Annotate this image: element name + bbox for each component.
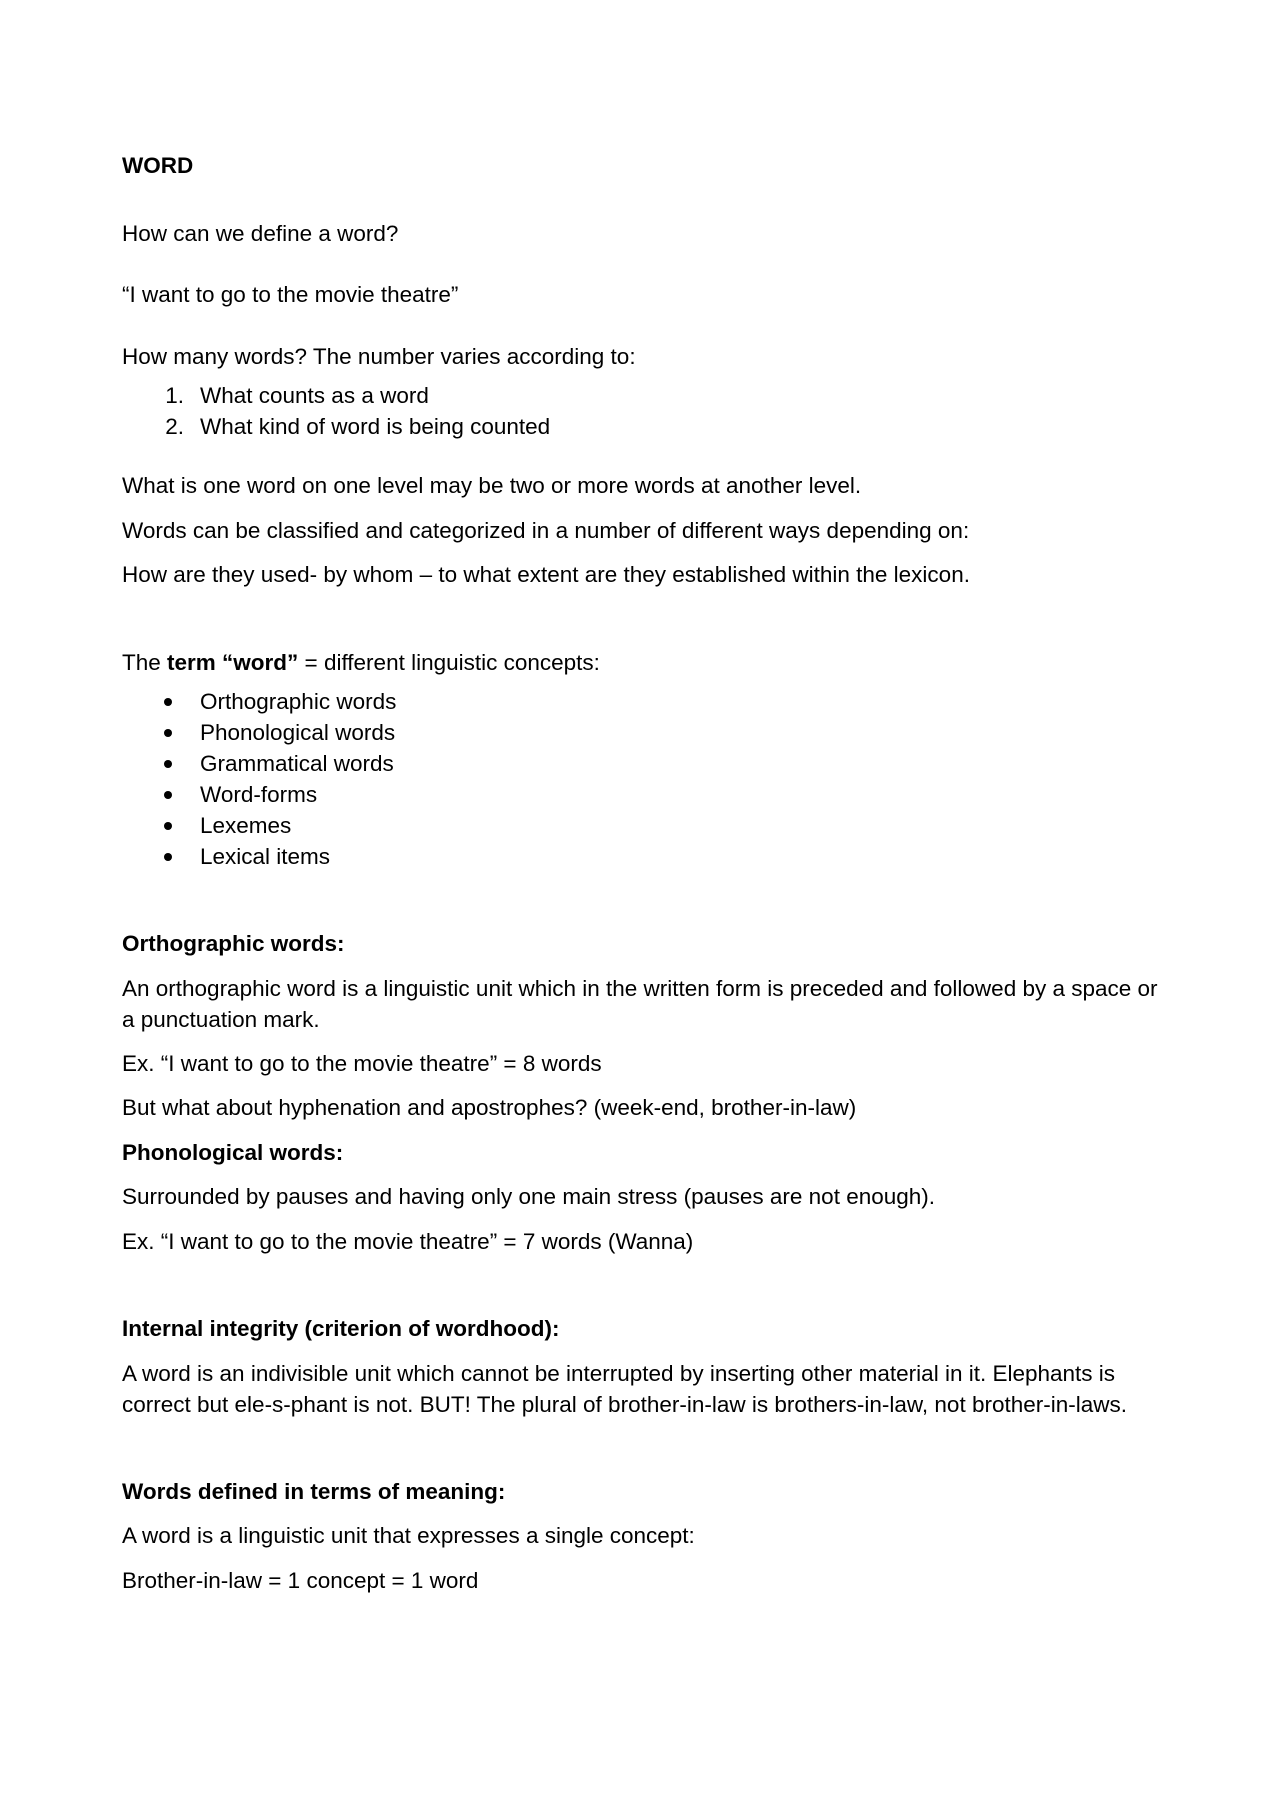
list-item: Orthographic words [122,686,1164,717]
term-paragraph [122,647,1164,679]
intro-question: How can we define a word? [122,220,399,246]
list-item [122,380,1164,411]
phonological-definition: Surrounded by pauses and having only one main stress (pauses are not enough). [122,1184,936,1209]
meaning-definition: A word is a linguistic unit that expresses a single concept: [122,1523,695,1548]
list-item: Phonological words [122,717,1164,748]
orthographic-heading: Orthographic words: [122,931,345,956]
orthographic-example: Ex. “I want to go to the movie theatre” = 8 words [122,1050,602,1076]
list-item: Lexical items [122,841,1164,872]
intro-count-question: How many words? The number varies according to: [122,343,636,369]
integrity-text: A word is an indivisible unit which cannot be interrupted by inserting other material in it. Elephants is correct but ele-s-phant is not. BUT! The plural of brother-in-law is brothers-in-law, not brother-in-laws. [122,1360,1127,1417]
phonological-heading: Phonological words: [122,1139,344,1165]
document-body [122,150,1164,1609]
levels-paragraph: What is one word on one level may be two or more words at another level. [122,473,862,498]
list-number: 2. [165,414,184,439]
document-title: WORD [122,153,194,178]
list-item: Grammatical words [122,748,1164,779]
list-item: Lexemes [122,810,1164,841]
list-item-text: What kind of word is being counted [200,414,551,439]
term-bold: term “word” [167,649,299,675]
term-prefix: The [122,649,168,675]
list-item [122,411,1164,442]
orthographic-question: But what about hyphenation and apostrophes? (week-end, brother-in-law) [122,1095,857,1120]
meaning-heading: Words defined in terms of meaning: [122,1478,506,1504]
integrity-heading: Internal integrity (criterion of wordhood): [122,1316,560,1341]
list-item: Word-forms [122,779,1164,810]
list-number: 1. [165,383,184,408]
term-suffix: = different linguistic concepts: [298,649,600,675]
concepts-list [122,686,1164,872]
usage-paragraph: How are they used- by whom – to what extent are they established within the lexicon. [122,562,970,587]
orthographic-definition: An orthographic word is a linguistic unit which in the written form is preceded and followed by a space or a punctuation mark. [122,975,1158,1032]
meaning-example: Brother-in-law = 1 concept = 1 word [122,1567,479,1593]
phonological-example: Ex. “I want to go to the movie theatre” = 7 words (Wanna) [122,1228,694,1254]
list-item-text: What counts as a word [200,383,429,408]
classified-paragraph: Words can be classified and categorized in a number of different ways depending on: [122,517,970,543]
intro-example: “I want to go to the movie theatre” [122,282,459,307]
criteria-list [122,380,1164,442]
